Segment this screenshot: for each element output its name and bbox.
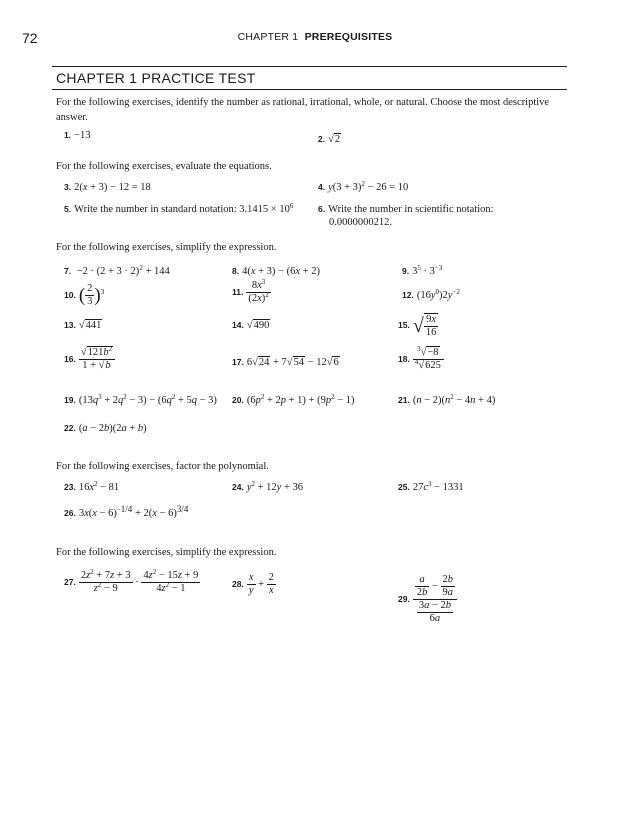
exercise-number: 29. bbox=[398, 593, 410, 604]
exercise-13: 13. √441 bbox=[64, 320, 102, 331]
exercise-10: 10. ( $\frac{2}{3}$ )$^3$ bbox=[64, 283, 105, 307]
exercise-number: 11. bbox=[232, 286, 244, 297]
running-header bbox=[0, 31, 630, 43]
exercise-number: 12. bbox=[402, 290, 414, 300]
exercise-21: 21. $(n - 2)(n^2 - 4n + 4)$ bbox=[398, 393, 496, 406]
exercise-number: 15. bbox=[398, 320, 410, 331]
exercise-23: 23. $16x^2 - 81$ bbox=[64, 480, 120, 493]
test-title: CHAPTER 1 PRACTICE TEST bbox=[56, 70, 256, 86]
exercise-12: 12. $(16y^0)2y^{-2}$ bbox=[402, 288, 460, 301]
exercise-17: 17. 6√24 + 7√54 − 12√6 bbox=[232, 357, 339, 368]
exercise-26: 26. $3x(x - 6)^{-1/4} + 2(x - 6)^{3/4}$ bbox=[64, 504, 189, 519]
exercise-3: 3. 2(x + 3) − 12 = 18 bbox=[64, 182, 151, 193]
instructions-simplify-1: For the following exercises, simplify the expression. bbox=[56, 242, 277, 253]
exercise-number: 9. bbox=[402, 266, 410, 276]
exercise-2: 2. √2 bbox=[318, 134, 341, 145]
exercise-number: 13. bbox=[64, 320, 76, 330]
exercise-number: 22. bbox=[64, 423, 76, 433]
exercise-number: 6. bbox=[318, 204, 326, 214]
exercise-number: 2. bbox=[318, 134, 326, 144]
exercise-14: 14. √490 bbox=[232, 320, 270, 331]
exercise-15: 15. √ $\frac{9x}{16}$ bbox=[398, 314, 437, 338]
exercise-number: 1. bbox=[64, 130, 72, 140]
exercise-1 bbox=[64, 128, 91, 143]
instructions-simplify-2: For the following exercises, simplify the expression. bbox=[56, 547, 277, 558]
exercise-number: 8. bbox=[232, 266, 240, 276]
exercise-11: 11. $\frac{8x^3}{(2x)^2}$ bbox=[232, 278, 269, 304]
exercise-number: 18. bbox=[398, 353, 410, 364]
exercise-4: 4. $y(3 + 3)^2 - 26 = 10$ bbox=[318, 180, 409, 193]
exercise-number: 10. bbox=[64, 289, 76, 300]
exercise-25: 25. $27c^3 - 1331$ bbox=[398, 480, 464, 493]
exercise-number: 3. bbox=[64, 182, 72, 192]
exercise-number: 4. bbox=[318, 182, 326, 192]
exercise-5 bbox=[64, 202, 293, 217]
exercise-28: 28. $\frac{x}{y}$ + $\frac{2}{x}$ bbox=[232, 572, 274, 596]
exercise-number: 20. bbox=[232, 395, 244, 405]
exercise-number: 5. bbox=[64, 204, 72, 214]
exercise-number: 21. bbox=[398, 395, 410, 405]
exercise-29: 29. $\frac{a}{2b}$ − $\frac{2b}{9a}$ $\frac{3a - 2b}{6a}$ bbox=[398, 574, 457, 625]
exercise-number: 27. bbox=[64, 576, 76, 587]
exercise-expression: −13 bbox=[74, 130, 91, 141]
exercise-27: 27. $\frac{2z^2 + 7z + 3}{z^2 - 9}$ · $\frac{4z^2 - 15z + 9}{4z^2 - 1}$ bbox=[64, 568, 199, 594]
exercise-6 bbox=[318, 202, 494, 217]
exercise-20: 20. $(6p^2 + 2p + 1) + (9p^2 - 1)$ bbox=[232, 393, 355, 406]
page-number: 72 bbox=[22, 30, 38, 46]
exercise-number: 14. bbox=[232, 320, 244, 330]
exercise-text: Write the number in standard notation: 3.1415 × 10 bbox=[74, 204, 290, 215]
exercise-number: 24. bbox=[232, 482, 244, 492]
exercise-8: 8. 4(x + 3) − (6x + 2) bbox=[232, 266, 320, 277]
exercise-19: 19. $(13q^3 + 2q^2 - 3) - (6q^2 + 5q - 3)$ bbox=[64, 393, 217, 406]
chapter-label: CHAPTER 1 bbox=[237, 31, 299, 43]
exercise-24: 24. $y^2 + 12y + 36$ bbox=[232, 480, 304, 493]
exercise-number: 23. bbox=[64, 482, 76, 492]
exercise-number: 7. bbox=[64, 266, 72, 276]
instructions-factor: For the following exercises, factor the polynomial. bbox=[56, 461, 269, 472]
exercise-number: 28. bbox=[232, 578, 244, 589]
exercise-number: 25. bbox=[398, 482, 410, 492]
exercise-number: 17. bbox=[232, 357, 244, 367]
instructions-classify: For the following exercises, identify the number as rational, irrational, whole, or natural. Choose the most descriptive answer. bbox=[56, 97, 550, 123]
exercise-22: 22. (a − 2b)(2a + b) bbox=[64, 423, 147, 434]
exercise-number: 26. bbox=[64, 508, 76, 518]
exercise-7: 7. $-2 \cdot (2 + 3 \cdot 2)^2 + 144$ bbox=[64, 264, 170, 277]
exercise-18: 18. $\frac{^3√-8}{^4√625}$ bbox=[398, 347, 444, 372]
exercise-text: Write the number in scientific notation: bbox=[328, 204, 494, 215]
exercise-exponent: 6 bbox=[289, 202, 294, 210]
instructions-evaluate: For the following exercises, evaluate the equations. bbox=[56, 161, 272, 172]
exercise-6-value: 0.0000000212. bbox=[329, 217, 392, 228]
title-rule-top bbox=[52, 66, 567, 67]
exercise-number: 19. bbox=[64, 395, 76, 405]
exercise-16: 16. $\frac{√121b^2}{1 + √b}$ bbox=[64, 347, 115, 372]
title-rule-bottom bbox=[52, 89, 567, 90]
exercise-9: 9. $3^5 \cdot 3^{-3}$ bbox=[402, 264, 443, 277]
chapter-name: PREREQUISITES bbox=[304, 31, 393, 43]
exercise-number: 16. bbox=[64, 353, 76, 364]
